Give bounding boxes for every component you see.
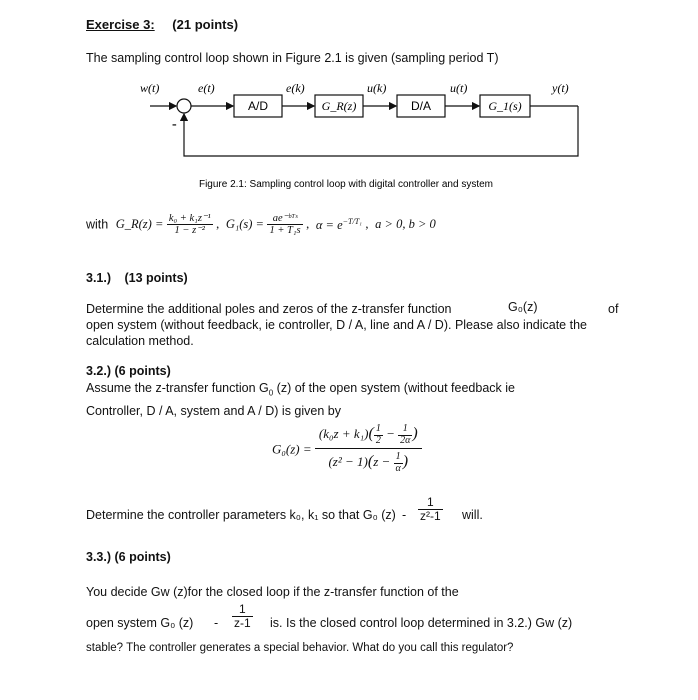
q32-eq-den-c2: α xyxy=(395,462,401,474)
q31-heading: 3.1.) xyxy=(86,271,112,285)
q32-frac-den: z²-1 xyxy=(420,508,441,523)
q32-dot: - xyxy=(402,508,407,522)
q31-g0: G₀(z) xyxy=(508,300,538,314)
formula-constraint: a > 0, b > 0 xyxy=(375,217,436,232)
label-w: w(t) xyxy=(140,81,160,95)
q32-eq-num-b2: 2 xyxy=(375,434,381,446)
q32-will: will. xyxy=(462,508,483,522)
summing-junction xyxy=(177,99,191,113)
q32-eq-num-a: (k₀z + k₁) xyxy=(318,425,369,441)
label-u-k: u(k) xyxy=(367,81,387,95)
q33-text-line1: You decide Gw (z)for the closed loop if the z-transfer function of the xyxy=(86,585,459,599)
q32-eq-num: (k₀z + k₁)( $\frac{1}{2}$ − $\frac{1}{2\alpha}$ ) xyxy=(315,422,422,449)
label-e-t: e(t) xyxy=(198,81,215,95)
formula-gr-fraction xyxy=(167,213,213,236)
q32-heading: 3.2.) (6 points) xyxy=(86,364,171,378)
block-da-label: D/A xyxy=(410,99,432,113)
q32-text-line3: Determine the controller parameters k₀, k₁ so that G₀ (z) xyxy=(86,508,396,522)
q32-eq-fraction xyxy=(315,422,422,477)
exercise-points: (21 points) xyxy=(172,17,239,32)
label-e-k: e(k) xyxy=(286,81,305,95)
figure-caption: Figure 2.1: Sampling control loop with digital controller and system xyxy=(198,179,494,190)
q31-points: (13 points) xyxy=(124,271,188,285)
block-ad-label: A/D xyxy=(247,99,269,113)
q32-text-line1 xyxy=(86,381,515,398)
q32-eq-den-b: z − xyxy=(373,453,391,469)
q32-text-line2: Controller, D / A, system and A / D) is given by xyxy=(86,404,341,418)
q32-eq-den: (z² − 1)(z − $\frac{1}{\alpha}$ ) xyxy=(328,451,409,474)
q33-frac-num: 1 xyxy=(232,603,253,617)
formula-line: with G_R(z) = $\frac{\text{k₀ + k₁z⁻¹}}{\text{1 − z⁻²}}$ , G₁(s) = $\frac{\text{ae⁻ᵇᵀˢ}}{\text{1 + T₁s}}$ , $\alpha = e^{-T/T_1}$ , a > 0, b > 0 xyxy=(86,213,436,237)
formula-g1-lhs: G₁(s) = xyxy=(225,217,264,232)
q32-frac-num: 1 xyxy=(418,496,443,510)
formula-with: with xyxy=(86,217,109,232)
q33-text-line3: stable? The controller generates a special behavior. What do you call this regulator? xyxy=(86,642,514,654)
q31-text-line2: open system (without feedback, ie controller, D / A, line and A / D). Please also indicate the xyxy=(86,318,587,332)
formula-gr-den: 1 − z⁻² xyxy=(174,225,205,237)
formula-g1-den: 1 + T₁s xyxy=(269,225,301,237)
q32-text1: Assume the z-transfer function G xyxy=(86,381,269,395)
q31-text-line1: Determine the additional poles and zeros of the z-transfer function xyxy=(86,302,452,316)
formula-alpha xyxy=(316,218,362,232)
formula-gr-lhs: G_R(z) = xyxy=(115,217,164,232)
q31-of: of xyxy=(608,302,619,316)
q32-eq-num-b1: 1 xyxy=(375,423,381,434)
q33-dot: - xyxy=(214,616,219,630)
formula-g1-fraction xyxy=(267,213,302,236)
q32-sub0: 0 xyxy=(268,388,274,398)
intro-text: The sampling control loop shown in Figure 2.1 is given (sampling period T) xyxy=(86,51,499,65)
q32-equation xyxy=(272,422,422,477)
formula-g1-num: ae⁻ᵇᵀˢ xyxy=(267,213,302,225)
formula-alpha-exp: −T/T₁ xyxy=(342,216,362,226)
q32-eq-den-c1: 1 xyxy=(394,452,403,464)
q31-header xyxy=(86,271,188,285)
label-minus: - xyxy=(172,117,177,132)
formula-alpha-lhs: α = e xyxy=(315,217,343,232)
q31-text-line3: calculation method. xyxy=(86,334,194,348)
exercise-title: Exercise 3: xyxy=(86,17,155,32)
label-u-t: u(t) xyxy=(450,81,468,95)
q32-text1b: (z) of the open system (without feedback ie xyxy=(276,381,515,395)
label-y: y(t) xyxy=(552,81,569,95)
q32-fraction xyxy=(418,496,443,522)
q33-heading: 3.3.) (6 points) xyxy=(86,550,171,564)
q32-eq-den-a: (z² − 1) xyxy=(328,453,368,469)
q33-text2b: is. Is the closed control loop determined in 3.2.) Gw (z) xyxy=(270,616,573,630)
block-g1-label: G_1(s) xyxy=(488,99,522,113)
q32-eq-num-c2: 2α xyxy=(400,434,411,446)
q33-frac-den: z-1 xyxy=(234,615,251,630)
exercise-header xyxy=(86,17,238,32)
q32-eq-lhs: G₀(z) = xyxy=(272,441,312,457)
q33-text2a: open system G₀ (z) xyxy=(86,616,194,630)
formula-gr-num: k₀ + k₁z⁻¹ xyxy=(168,213,211,224)
q33-fraction xyxy=(232,603,253,629)
q32-eq-num-c1: 1 xyxy=(398,424,412,436)
block-gr-label: G_R(z) xyxy=(321,99,357,113)
